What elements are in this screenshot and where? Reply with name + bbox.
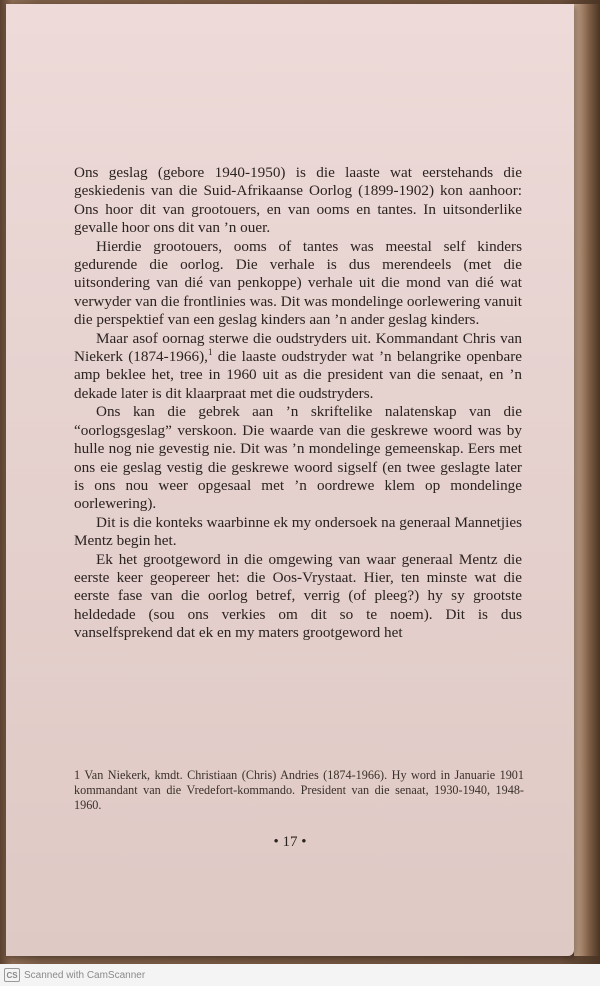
paragraph-4: Ons kan die gebrek aan ’n skriftelike nalatenskap van die “oorlogsgeslag” verskoon. Die waarde van die geskrewe woord was by hulle nog nie gevestig nie. Dit was ’n mondelinge gemeenskap. Eers met ons eie geslag vestig die geskrewe woord sigself (en twee geslagte later is ons nou weer opgesaal met ’n oordrewe klem op mondelinge oorlewering). <box>74 403 522 513</box>
paragraph-3-end: die laaste oudstryder wat ’n belangrike openbare amp beklee het, tree in 1960 uit as die president van die senaat, en ’n dekade later is dit klaarpraat met die oudstryders. <box>74 348 522 402</box>
page-number: • 17 • <box>273 834 307 850</box>
page-edge <box>574 4 600 956</box>
book-page <box>6 4 574 956</box>
scanner-watermark-text: Scanned with CamScanner <box>24 969 146 981</box>
camscanner-logo-icon: CS <box>4 968 20 982</box>
paragraph-5: Dit is die konteks waarbinne ek my ondersoek na generaal Mannetjies Mentz begin het. <box>74 513 522 550</box>
footnote-text: 1 Van Niekerk, kmdt. Christiaan (Chris) Andries (1874-1966). Hy word in Januarie 1901 kommandant van die Vredefort-kommando. President van die senaat, 1930-1940, 1948-1960. <box>74 768 524 812</box>
footnote <box>74 768 524 813</box>
paragraph-1: Ons geslag (gebore 1940-1950) is die laaste wat eerstehands die geskiedenis van die Suid-Afrikaanse Oorlog (1899-1902) kon aanhoor: Ons hoor dit van grootouers, en van ooms en tantes. In uitsonderlike gevalle hoor ons dit van ’n ouer. <box>74 164 522 237</box>
paragraph-6: Ek het grootgeword in die omgewing van waar generaal Mentz die eerste keer geopereer het: die Oos-Vrystaat. Hier, ten minste wat die eerste fase van die oorlog betref, verrig (of pleeg?) hy sy grootste heldedade (sou ons verkies om dit so te noem). Dit is dus vanselfsprekend dat ek en my maters grootgeword het <box>74 550 522 642</box>
footnote-reference: 1 <box>207 347 213 357</box>
paragraph-3-start: Maar asof oornag sterwe die oudstryders uit. Kommandant Chris van Niekerk (1874-1966), <box>74 329 522 366</box>
scanner-watermark-bar <box>0 964 600 986</box>
paragraph-3 <box>74 330 522 404</box>
paragraph-2: Hierdie grootouers, ooms of tantes was meestal self kinders gedurende die oorlog. Die verhale is dus merendeels (met die uitsondering van dié van penkoppe) verhale uit die mond van dié wat verwyder van die frontlinies was. Dit was mondelinge oorlewering vanuit die perspektief van een geslag kinders aan ’n ander geslag kinders. <box>74 237 522 329</box>
body-text <box>74 164 522 643</box>
